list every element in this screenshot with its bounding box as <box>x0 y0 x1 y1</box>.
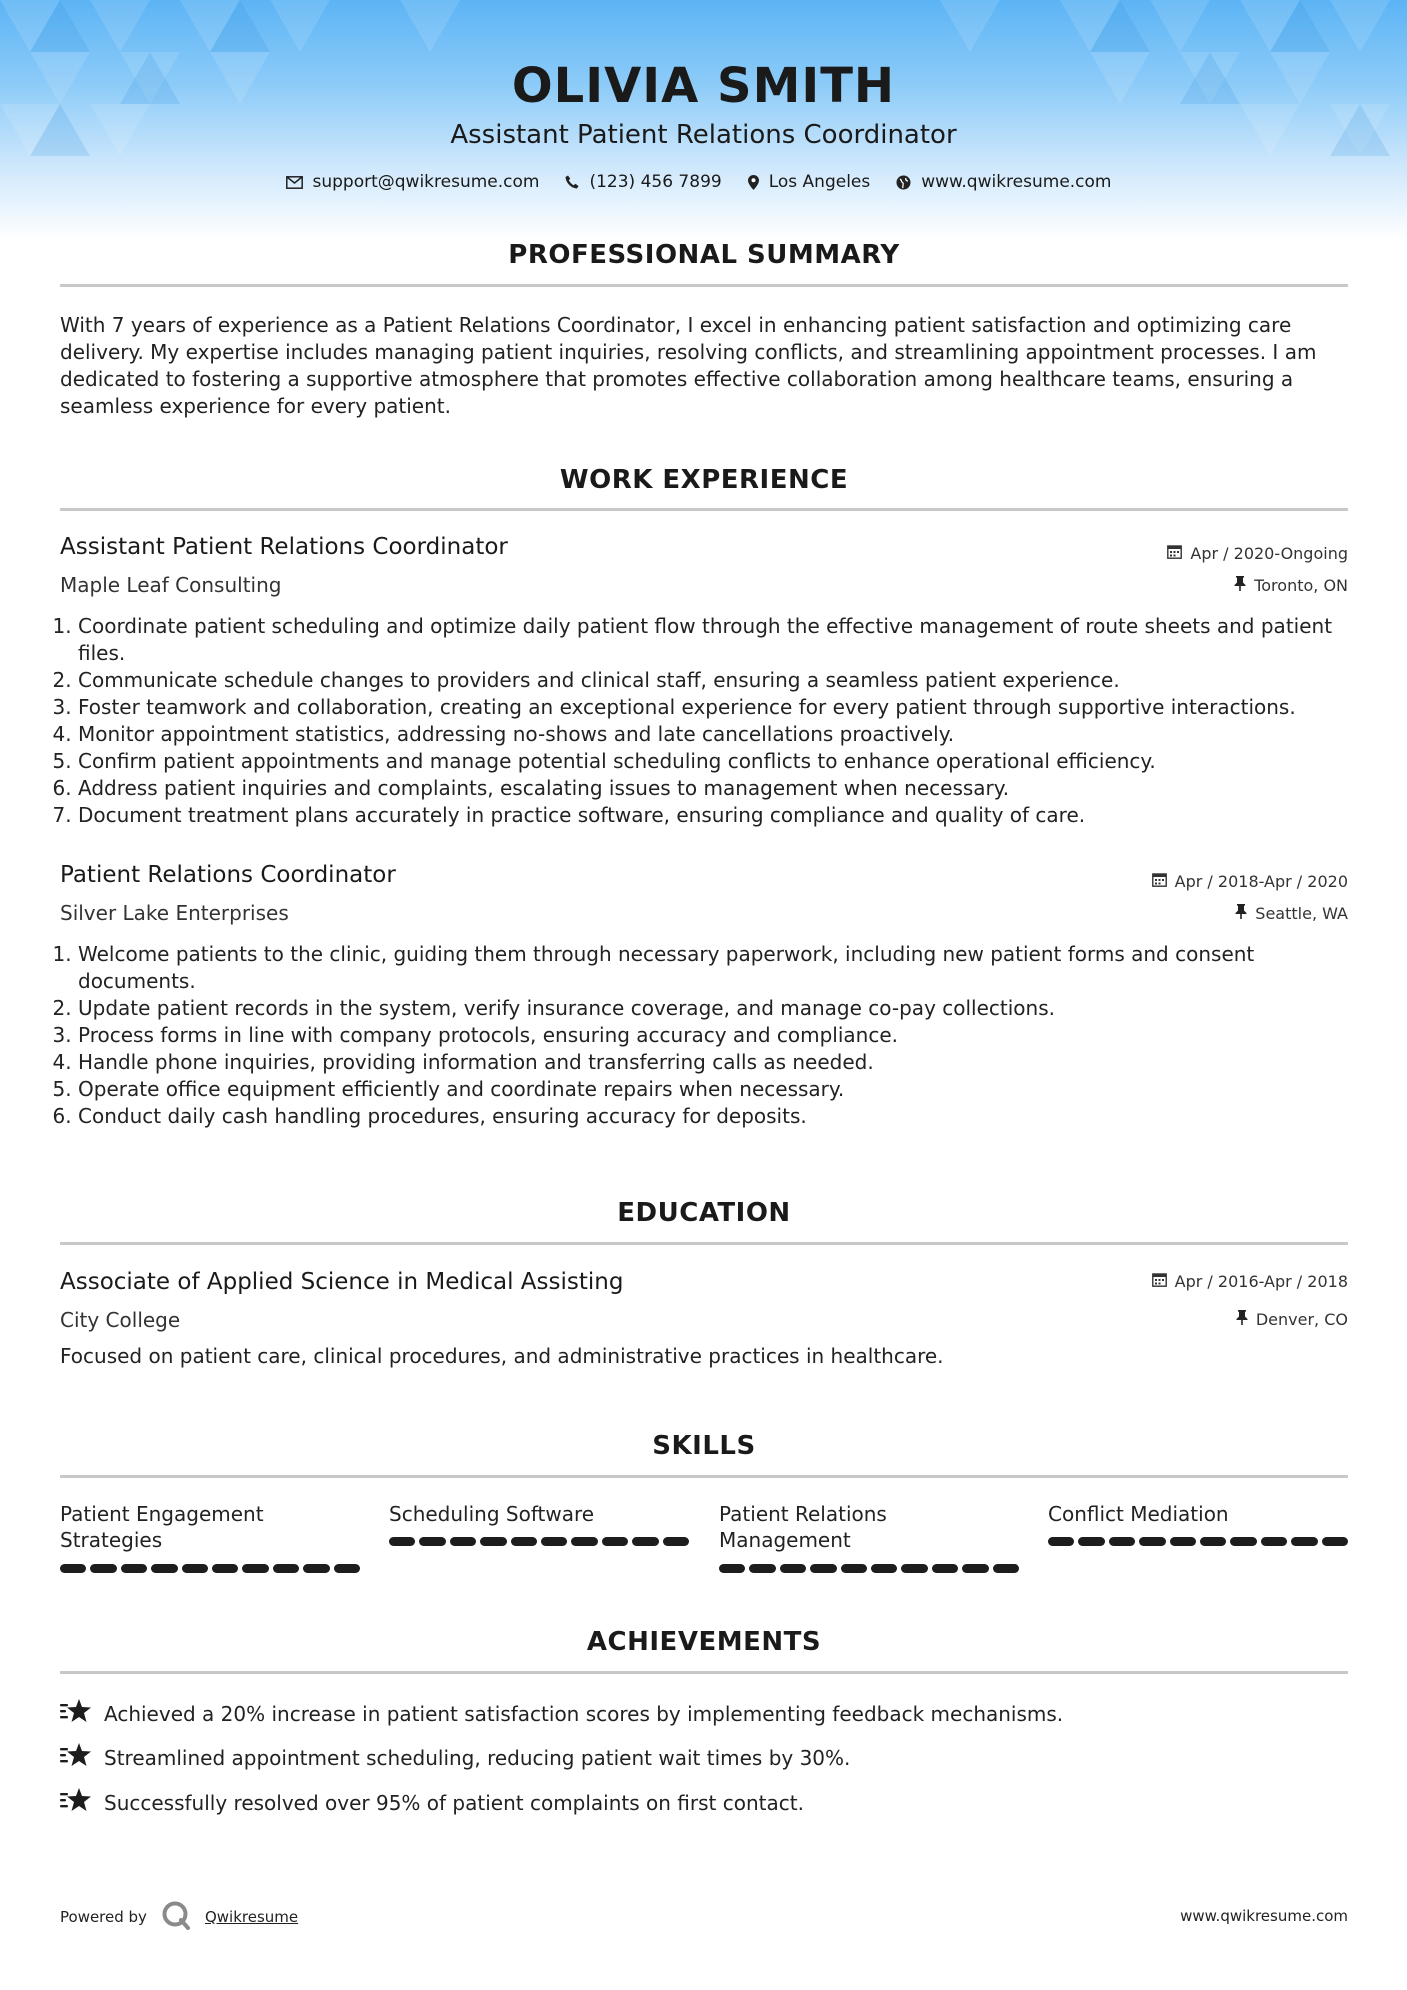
skill-level-dash <box>389 1537 415 1546</box>
skill-name: Patient Engagement Strategies <box>60 1502 264 1552</box>
qwikresume-logo-icon <box>161 1900 191 1934</box>
skill-level-bar <box>60 1564 360 1574</box>
section-heading-education: EDUCATION <box>617 1198 791 1228</box>
globe-icon <box>896 175 911 190</box>
divider <box>60 1671 1348 1674</box>
job-title: Patient Relations Coordinator <box>60 862 396 888</box>
skill-level-dash <box>334 1564 360 1573</box>
skill-level-dash <box>1078 1537 1104 1546</box>
skill-level-dash <box>871 1564 897 1573</box>
candidate-name: OLIVIA SMITH <box>511 58 896 114</box>
skill-level-dash <box>511 1537 537 1546</box>
skill-level-dash <box>632 1537 658 1546</box>
achievement-text: Achieved a 20% increase in patient satisfaction scores by implementing feedback mechanisms. <box>104 1701 1064 1726</box>
summary-text: With 7 years of experience as a Patient Relations Coordinator, I excel in enhancing patient satisfaction and optimizing care delivery. My expertise includes managing patient inquiries, resolving conflicts, and streamlining appointment processes. I am dedicated to fostering a supportive atmosphere that promotes effective collaboration among healthcare teams, ensuring a seamless experience for every patient. <box>60 313 1317 418</box>
footer-powered-by <box>60 1900 298 1934</box>
skill-level-dash <box>1139 1537 1165 1546</box>
section-heading-experience: WORK EXPERIENCE <box>559 465 849 495</box>
skill-level-dash <box>749 1564 775 1573</box>
job-dates <box>1152 872 1348 891</box>
company-name: Silver Lake Enterprises <box>60 901 289 925</box>
skill-level-dash <box>719 1564 745 1573</box>
skill-level-dash <box>1322 1537 1348 1546</box>
job-title: Assistant Patient Relations Coordinator <box>60 534 508 560</box>
skill-name: Scheduling Software <box>389 1502 595 1526</box>
list-item: 6. Conduct daily cash handling procedures, ensuring accuracy for deposits. <box>78 1103 1368 1130</box>
website-text: www.qwikresume.com <box>921 172 1112 192</box>
skill-level-dash <box>303 1564 329 1573</box>
section-heading-summary: PROFESSIONAL SUMMARY <box>508 240 900 270</box>
skill-name: Patient Relations Management <box>719 1502 887 1552</box>
contact-website[interactable] <box>896 172 1111 192</box>
list-item: 4. Handle phone inquiries, providing information and transferring calls as needed. <box>78 1049 1368 1076</box>
skill-level-dash <box>60 1564 86 1573</box>
pushpin-icon <box>1235 904 1247 923</box>
powered-by-label: Powered by <box>60 1908 147 1926</box>
skill-level-dash <box>810 1564 836 1573</box>
skill-level-dash <box>602 1537 628 1546</box>
job-dates <box>1167 544 1348 563</box>
skill-level-dash <box>932 1564 958 1573</box>
skill-level-dash <box>541 1537 567 1546</box>
contact-location <box>748 172 871 192</box>
divider <box>60 508 1348 511</box>
star-icon <box>60 1787 92 1818</box>
calendar-icon <box>1167 544 1182 563</box>
achievement-text: Streamlined appointment scheduling, reducing patient wait times by 30%. <box>104 1745 851 1770</box>
skill-level-dash <box>1230 1537 1256 1546</box>
contact-phone[interactable] <box>565 172 721 192</box>
skill-level-dash <box>450 1537 476 1546</box>
skill-level-dash <box>480 1537 506 1546</box>
skill-level-dash <box>962 1564 988 1573</box>
envelope-icon <box>286 176 303 189</box>
skill-level-dash <box>571 1537 597 1546</box>
job-location <box>1234 576 1348 595</box>
list-item: 4. Monitor appointment statistics, addressing no-shows and late cancellations proactively. <box>78 721 1368 748</box>
skill-level-dash <box>1291 1537 1317 1546</box>
skill-level-dash <box>182 1564 208 1573</box>
phone-icon <box>565 175 579 189</box>
skill-level-dash <box>1048 1537 1074 1546</box>
list-item: 1. Welcome patients to the clinic, guiding them through necessary paperwork, including new patient forms and consent documents. <box>78 941 1368 995</box>
skill-level-dash <box>841 1564 867 1573</box>
skill-level-dash <box>212 1564 238 1573</box>
list-item: 3. Foster teamwork and collaboration, creating an exceptional experience for every patient through supportive interactions. <box>78 694 1368 721</box>
skill-level-bar <box>389 1537 689 1547</box>
list-item: 6. Address patient inquiries and complaints, escalating issues to management when necessary. <box>78 775 1368 802</box>
skill-level-dash <box>1109 1537 1135 1546</box>
pushpin-icon <box>1236 1310 1248 1329</box>
star-icon <box>60 1742 92 1773</box>
contact-bar <box>0 172 1407 192</box>
section-heading-skills: SKILLS <box>652 1431 756 1461</box>
achievement-text: Successfully resolved over 95% of patient complaints on first contact. <box>104 1790 804 1815</box>
skill-level-dash <box>1261 1537 1287 1546</box>
list-item: 3. Process forms in line with company protocols, ensuring accuracy and compliance. <box>78 1022 1368 1049</box>
job-location-text: Seattle, WA <box>1255 904 1348 923</box>
job-bullets <box>60 941 1368 1130</box>
divider <box>60 1242 1348 1245</box>
skill-level-dash <box>121 1564 147 1573</box>
list-item: 1. Coordinate patient scheduling and optimize daily patient flow through the effective management of route sheets and patient files. <box>78 613 1368 667</box>
calendar-icon <box>1152 872 1167 891</box>
skill-level-dash <box>419 1537 445 1546</box>
skill-level-dash <box>1200 1537 1226 1546</box>
list-item: 5. Confirm patient appointments and manage potential scheduling conflicts to enhance operational efficiency. <box>78 748 1368 775</box>
skill-level-dash <box>901 1564 927 1573</box>
star-icon <box>60 1698 92 1729</box>
skill-level-dash <box>780 1564 806 1573</box>
skill-level-dash <box>273 1564 299 1573</box>
job-bullets <box>60 613 1368 829</box>
phone-text: (123) 456 7899 <box>589 172 722 192</box>
skill-level-bar <box>719 1564 1019 1574</box>
list-item: 5. Operate office equipment efficiently and coordinate repairs when necessary. <box>78 1076 1368 1103</box>
location-text: Los Angeles <box>768 172 871 192</box>
pushpin-icon <box>1234 576 1246 595</box>
header-banner <box>0 0 1407 240</box>
skill-level-dash <box>151 1564 177 1573</box>
education-location <box>1236 1310 1348 1329</box>
email-text: support@qwikresume.com <box>312 172 540 192</box>
skill-level-dash <box>993 1564 1019 1573</box>
list-item: 2. Update patient records in the system, verify insurance coverage, and manage co-pay collections. <box>78 995 1368 1022</box>
degree-title: Associate of Applied Science in Medical Assisting <box>60 1269 624 1295</box>
skill-level-dash <box>242 1564 268 1573</box>
job-dates-text: Apr / 2018-Apr / 2020 <box>1174 872 1348 891</box>
skill-level-bar <box>1048 1537 1348 1547</box>
education-dates <box>1152 1272 1348 1291</box>
school-name: City College <box>60 1308 181 1332</box>
divider <box>60 1475 1348 1478</box>
job-location-text: Toronto, ON <box>1254 576 1348 595</box>
brand-link[interactable]: Qwikresume <box>204 1908 299 1926</box>
divider <box>60 284 1348 287</box>
achievement-item <box>60 1698 1063 1729</box>
candidate-title: Assistant Patient Relations Coordinator <box>450 120 957 150</box>
footer-website[interactable]: www.qwikresume.com <box>1180 1907 1348 1925</box>
skill-level-dash <box>90 1564 116 1573</box>
education-location-text: Denver, CO <box>1255 1310 1348 1329</box>
company-name: Maple Leaf Consulting <box>60 573 282 597</box>
job-dates-text: Apr / 2020-Ongoing <box>1190 544 1348 563</box>
section-heading-achievements: ACHIEVEMENTS <box>586 1627 822 1657</box>
achievement-item <box>60 1787 804 1818</box>
job-location <box>1235 904 1348 923</box>
skill-level-dash <box>663 1537 689 1546</box>
achievement-item <box>60 1742 850 1773</box>
education-description: Focused on patient care, clinical procedures, and administrative practices in healthcare. <box>60 1344 944 1368</box>
list-item: 2. Communicate schedule changes to providers and clinical staff, ensuring a seamless patient experience. <box>78 667 1368 694</box>
contact-email[interactable] <box>286 172 540 192</box>
skill-level-dash <box>1170 1537 1196 1546</box>
education-dates-text: Apr / 2016-Apr / 2018 <box>1174 1272 1348 1291</box>
list-item: 7. Document treatment plans accurately in practice software, ensuring compliance and quality of care. <box>78 802 1368 829</box>
map-pin-icon <box>748 175 759 190</box>
calendar-icon <box>1152 1272 1167 1291</box>
skill-name: Conflict Mediation <box>1048 1502 1229 1526</box>
